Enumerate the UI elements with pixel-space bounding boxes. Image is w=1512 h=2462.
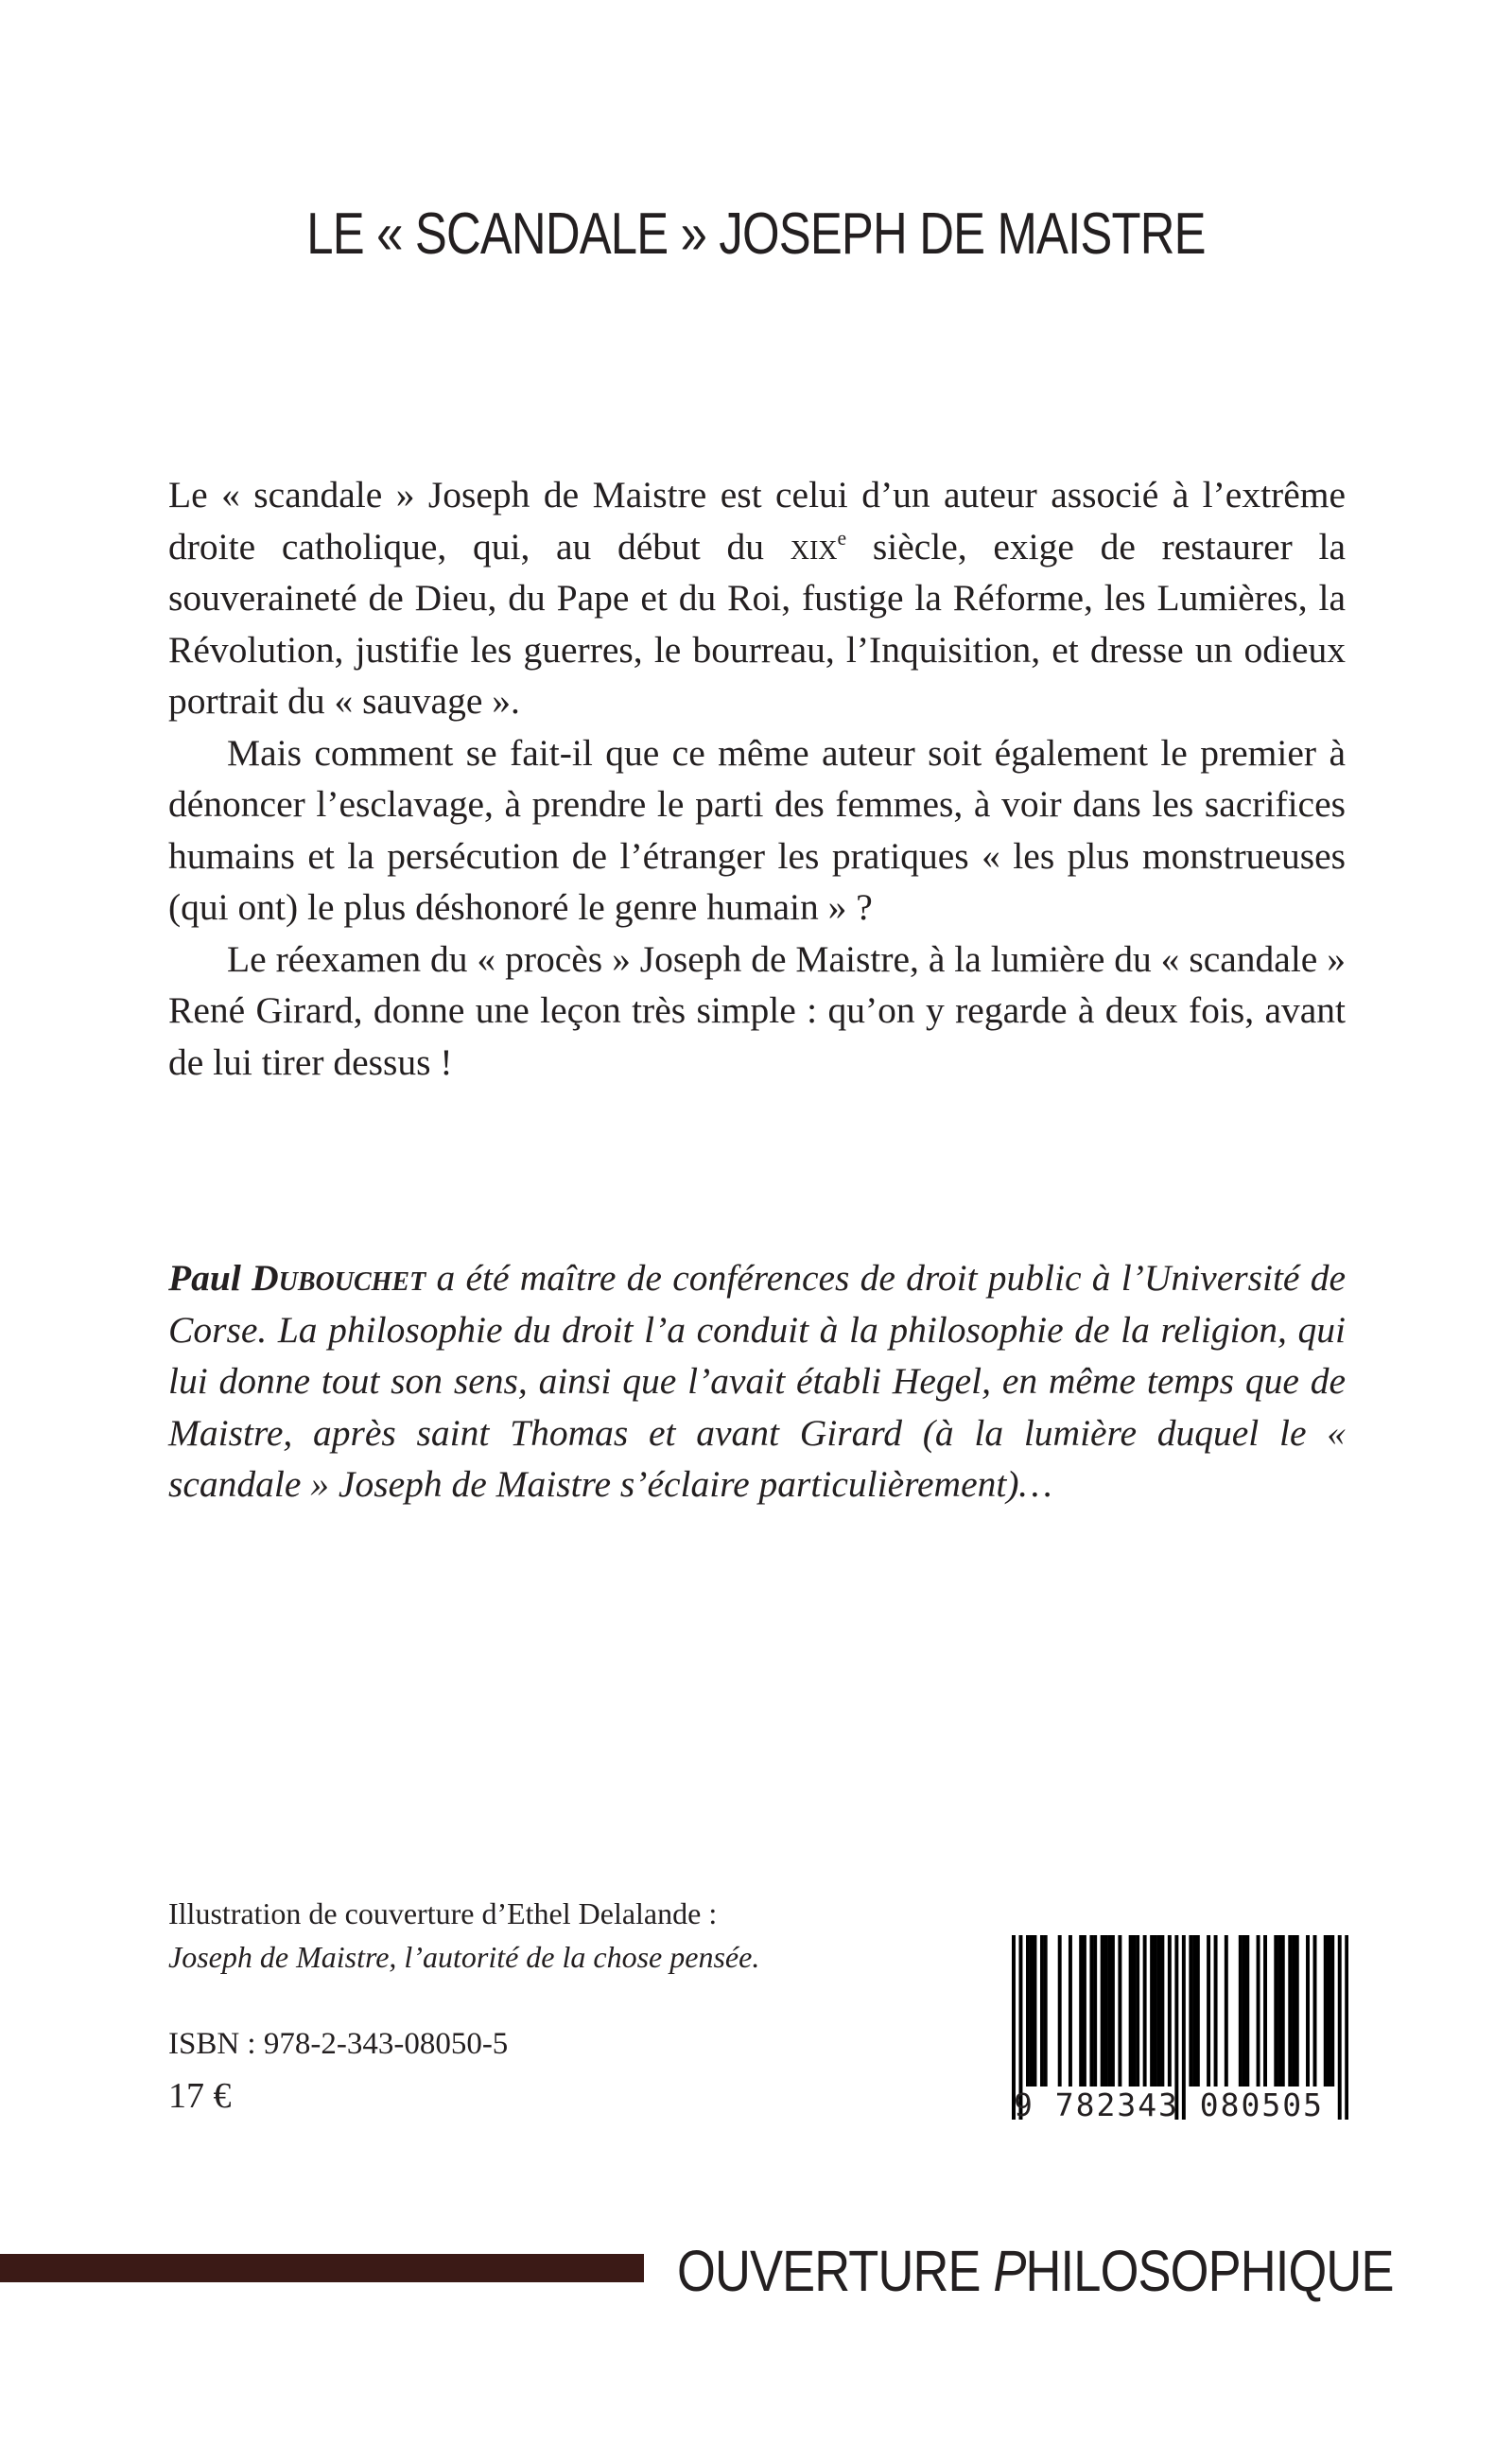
barcode-bar [1277,1935,1281,2087]
barcode-bar [1132,1935,1136,2087]
barcode-bar [1136,1935,1139,2087]
barcode-bar [1069,1935,1072,2087]
barcode-digits: 9 782343 080505 [1013,2087,1324,2123]
century-superscript: e [837,526,847,550]
barcode-bar [1207,1935,1210,2087]
barcode-bar [1288,1935,1292,2087]
barcode-bar [1150,1935,1154,2087]
barcode-bar [1093,1935,1097,2087]
barcode-bar [1154,1935,1157,2087]
author-bio-text: a été maître de conférences de droit public à l’Université de Corse. La philosophie du droit l’a conduit à la philosophie de la religion, qui lui donne tout son sens, ainsi que l’avait établi Hegel, en même temps que de Maistre, après saint Thomas et avant Girard (à la lumière duquel le « scandale » Joseph de Maistre s’éclaire particulièrement)… [168,1257,1346,1505]
barcode-bar [1243,1935,1246,2087]
barcode-bar [1058,1935,1062,2087]
book-title: LE « SCANDALE » JOSEPH DE MAISTRE [306,201,1206,267]
barcode-bar [1263,1935,1267,2087]
century-numeral: xix [790,525,838,567]
series-name-part-1: OUVERTURE [677,2239,994,2303]
barcode-bar [1089,1935,1093,2087]
series-name-part-3: HILOSOPHIQUE [1025,2239,1394,2303]
barcode-bar [1044,1935,1048,2087]
barcode-bar [1324,1935,1328,2087]
series-bar [0,2254,644,2282]
barcode-bar [1313,1935,1317,2087]
blurb-paragraph-3: Le réexamen du « procès » Joseph de Maistre, à la lumière du « scandale » René Girard, donne une leçon très simple : qu’on y regarde à deux fois, avant de lui tirer dessus ! [168,937,1346,1083]
barcode-bar [1330,1935,1334,2087]
barcode-bar [1245,1935,1249,2087]
price-text: 17 € [168,2076,232,2116]
barcode-bar [1157,1935,1161,2087]
blurb-paragraph-2: Mais comment se fait-il que ce même auteur soit également le premier à dénoncer l’esclavage, à prendre le parti des femmes, à voir dans les sacrifices humains et la persécution de l’étranger les pratiques « les plus monstrueuses (qui ont) le plus déshonoré le genre humain » ? [168,731,1346,928]
barcode-bar [1033,1935,1036,2087]
blurb-p1-end: siècle, exige de restaurer la souveraineté de Dieu, du Pape et du Roi, fustige la Réforme, les Lumières, la Révolution, justifie les guerres, le bourreau, l’Inquisition, et dresse un odieux portrait du « sauvage ». [168,525,1346,722]
barcode-bar [1295,1935,1299,2087]
barcode-bar [1225,1935,1228,2087]
barcode-bar [1292,1935,1295,2087]
cover-credit [168,1892,759,1979]
barcode-bar [1111,1935,1115,2087]
barcode-bar [1030,1935,1034,2087]
blurb-p1-start: Le « scandale » Joseph de Maistre est celui d’un auteur associé à l’extrême droite catholique, qui, au début du [168,474,1346,567]
barcode-bar [1281,1935,1285,2087]
cover-credit-line-2: Joseph de Maistre, l’autorité de la chose pensée. [168,1940,760,1974]
series-name [677,2240,1394,2302]
barcode-bar [1083,1935,1086,2087]
barcode-bar [1143,1935,1147,2087]
barcode-bar [1274,1935,1277,2087]
barcode-bar [1104,1935,1107,2087]
barcode-bar [1040,1935,1044,2087]
barcode-bar [1192,1935,1196,2087]
barcode-bar [1257,1935,1260,2087]
barcode-bar [1129,1935,1133,2087]
blurb [168,469,1346,1088]
barcode-bar [1328,1935,1331,2087]
isbn-text: ISBN : 978-2-343-08050-5 [168,2027,509,2061]
author-first-name: Paul [168,1257,241,1299]
barcode-bar [1196,1935,1200,2087]
barcode-bar [1107,1935,1111,2087]
cover-credit-line-1: Illustration de couverture d’Ethel Delalande : [168,1896,718,1930]
barcode-bar [1239,1935,1243,2087]
author-bio [168,1252,1346,1510]
barcode-bar [1026,1935,1030,2087]
author-last-name: Dubouchet [252,1257,426,1299]
barcode-bar [1306,1935,1310,2087]
barcode-bar [1079,1935,1083,2087]
barcode-bar [1160,1935,1164,2087]
barcode-bar [1214,1935,1218,2087]
barcode-bar [1189,1935,1192,2087]
barcode-bar [1168,1935,1172,2087]
barcode-bar [1118,1935,1121,2087]
blurb-paragraph-1 [168,469,1346,727]
barcode-bar [1101,1935,1104,2087]
series-name-italic-p: P [993,2239,1026,2303]
